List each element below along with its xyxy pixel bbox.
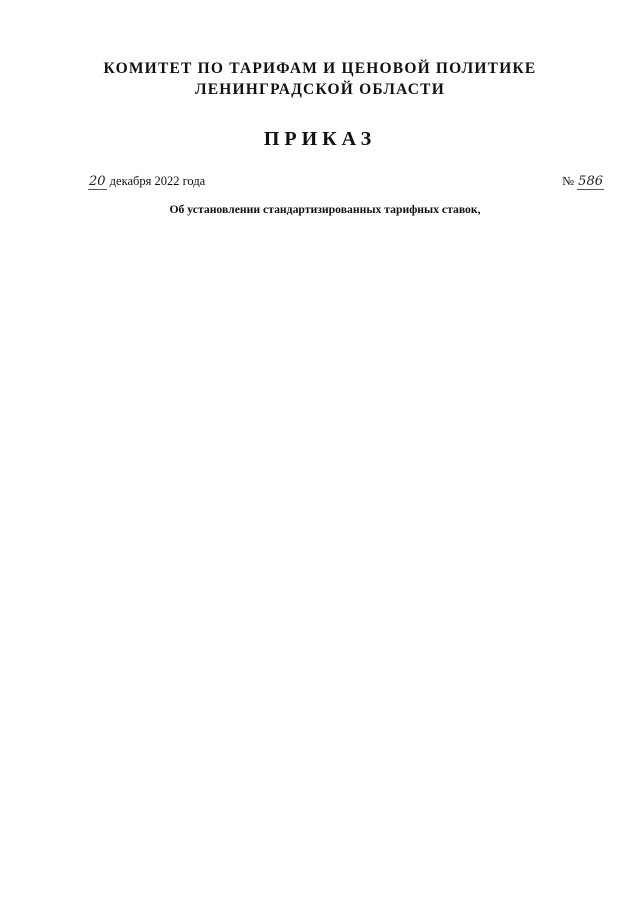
committee-line-1: КОМИТЕТ ПО ТАРИФАМ И ЦЕНОВОЙ ПОЛИТИКЕ [103, 60, 537, 77]
handwritten-number: 586 [578, 174, 603, 189]
document-type: ПРИКАЗ [263, 128, 377, 150]
date-rest: декабря 2022 года [109, 174, 206, 188]
document-date [88, 174, 205, 189]
number-label: № [562, 174, 575, 188]
subject-line-1: Об установлении стандартизированных тарифных ставок, [169, 203, 481, 216]
committee-line-2: ЛЕНИНГРАДСКОЙ ОБЛАСТИ [195, 81, 445, 98]
document-subject [90, 202, 560, 218]
handwritten-day: 20 [89, 174, 106, 189]
document-number [562, 174, 604, 189]
committee-name [60, 58, 580, 100]
